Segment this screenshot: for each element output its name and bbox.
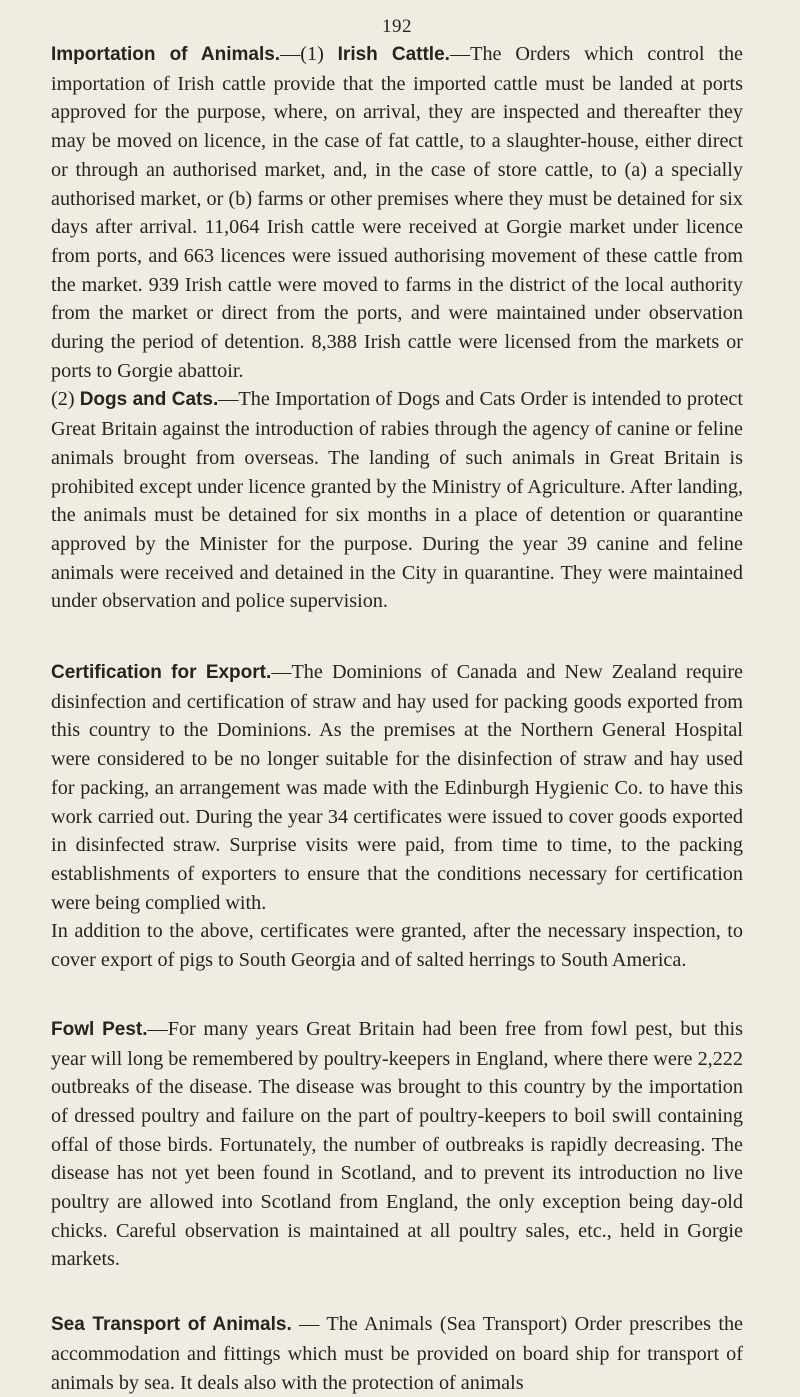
heading-fowl-pest: Fowl Pest.	[51, 1018, 148, 1040]
heading-sea-transport-of-animals: Sea Transport of Animals.	[51, 1314, 292, 1336]
irish-cattle-number: —(1)	[280, 43, 338, 65]
paragraph-irish-cattle	[51, 40, 743, 385]
heading-certification-for-export: Certification for Export.	[51, 662, 272, 684]
section-fowl-pest	[51, 1015, 743, 1274]
sea-transport-text: — The Animals (Sea Transport) Order prescribes the accommodation and fittings which must be provided on board ship for transport of animals by sea. It deals also with the protection of animals	[51, 1313, 744, 1394]
fowl-pest-text: —For many years Great Britain had been free from fowl pest, but this year will long be remembered by poultry-keepers in England, where there were 2,222 outbreaks of the disease. The disease was brought to this country by the importation of dressed poultry and failure on the part of poultry-keepers to boil swill containing offal of those birds. Fortunately, the number of outbreaks is rapidly decreasing. The disease has not yet been found in Scotland, and to prevent its introduction no live poultry are allowed into Scotland from England, the only exception being day-old chicks. Careful observation is maintained at all poultry sales, etc., held in Gorgie markets.	[51, 1017, 744, 1271]
paragraph-fowl-pest	[51, 1015, 743, 1274]
paragraph-certification	[51, 658, 743, 917]
section-certification-for-export	[51, 658, 743, 975]
section-spacer	[51, 616, 743, 658]
section-importation-of-animals	[51, 40, 743, 616]
section-spacer	[51, 1274, 743, 1310]
heading-importation-of-animals: Importation of Animals.	[51, 44, 281, 65]
dogs-and-cats-text: —The Importation of Dogs and Cats Order is intended to protect Great Britain against the introduction of rabies through the agency of canine or feline animals brought from overseas. The landing of such animals in Great Britain is prohibited except under licence granted by the Ministry of Agriculture. After landing, the animals must be detained for six months in a place of detention or quarantine approved by the Minister for the purpose. During the year 39 canine and feline animals were received and detained in the City in quarantine. They were maintained under observation and police supervision.	[51, 388, 743, 613]
section-spacer	[51, 975, 743, 1015]
paragraph-dogs-and-cats	[51, 385, 743, 616]
heading-dogs-and-cats: Dogs and Cats.	[79, 389, 219, 411]
certification-text: —The Dominions of Canada and New Zealand require disinfection and certification of straw and hay used for packing goods exported from this country to the Dominions. As the premises at the Northern General Hospital were considered to be no longer suitable for the disinfection of straw and hay used for packing, an arrangement was made with the Edinburgh Hygienic Co. to have this work carried out. During the year 34 certificates were issued to cover goods exported in disinfected straw. Surprise visits were paid, from time to time, to the packing establishments of exporters to ensure that the conditions necessary for certification were being complied with.	[51, 661, 744, 914]
irish-cattle-text: —The Orders which control the importation of Irish cattle provide that the imported cattle must be landed at ports approved for the purpose, where, on arrival, they are inspected and thereafter they may be moved on licence, in the case of fat cattle, to a slaughter-house, either direct or through an authorised market, and, in the case of store cattle, to (a) a specially authorised market, or (b) farms or other premises where they must be detained for six days after arrival. 11,064 Irish cattle were received at Gorgie market under licence from ports, and 663 licences were issued authorising movement of these cattle from the market. 939 Irish cattle were moved to farms in the district of the local authority from the market or direct from the ports, and were maintained under observation during the period of detention. 8,388 Irish cattle were licensed from the markets or ports to Gorgie abattoir.	[51, 43, 744, 382]
heading-irish-cattle: Irish Cattle.	[337, 44, 450, 65]
page-number: 192	[382, 16, 412, 37]
paragraph-sea-transport	[51, 1310, 743, 1397]
dogs-and-cats-number: (2)	[51, 388, 80, 411]
certification-additional-text: In addition to the above, certificates were granted, after the necessary inspection, to cover export of pigs to South Georgia and of salted herrings to South America.	[51, 920, 743, 972]
section-sea-transport	[51, 1310, 743, 1397]
paragraph-certification-additional	[51, 917, 743, 974]
